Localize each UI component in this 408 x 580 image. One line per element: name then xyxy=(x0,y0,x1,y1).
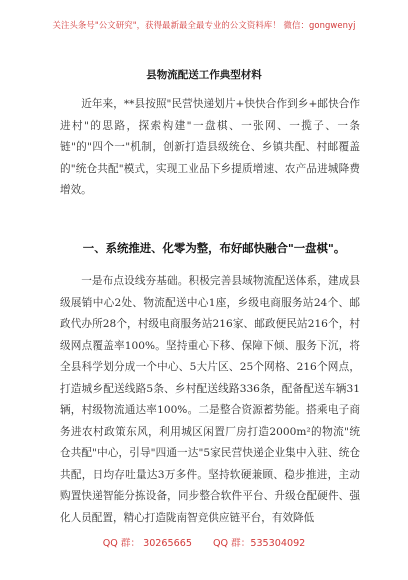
intro-paragraph: 近年来，**县按照"民营快递划片+快快合作到乡+邮快合作进村"的思路，探索构建"一盘棋、一张网、一揽子、一条链"的"四个一"机制，创新打造县级统仓、乡镇共配、村邮覆盖的"统仓共配"模式，实现工业品下乡提质增速、农产品进城降费增效。 xyxy=(60,98,360,196)
qq-group-1: QQ 群： 30265665 xyxy=(102,538,192,549)
body-paragraph: 一是布点设线夯基础。积极完善县域物流配送体系，建成县级展销中心2处、物流配送中心1座，乡级电商服务站24个、邮政代办所28个，村级电商服务站216家、邮政便民站216个，村级网点覆盖率100%。坚持重心下移、保障下倾、服务下沉，将全县科学划分成一个中心、5大片区、25个网格、216个网点，打造城乡配送线路5条、乡村配送线路336条，配备配送车辆31辆，村级物流通达率100%。二是整合资源蓄势能。搭乘电子商务进农村政策东风，利用城区闲置厂房打造2000m²的物流"统仓共配"中心，引导"四通一达"5家民营快递企业集中入驻、统仓共配，日均存吐量达3万多件。坚持软硬兼顾、稳步推进，主动购置快递智能分拣设备，同步整合软件平台、升级仓配硬件、强化人员配置，精心打造陇南智竞供应链平台，有效降低 xyxy=(60,275,360,524)
page-title: 县物流配送工作典型材料 xyxy=(146,69,262,81)
section-heading: 一、系统推进、化零为整，布好邮快融合"一盘棋"。 xyxy=(82,241,346,255)
footer-qq-groups xyxy=(0,535,408,549)
qq-group-2: QQ 群：535304092 xyxy=(213,538,306,549)
promo-banner: 关注头条号"公文研究"，获得最新最全最专业的公文资料库！ 微信：gongwenyj xyxy=(52,20,356,30)
